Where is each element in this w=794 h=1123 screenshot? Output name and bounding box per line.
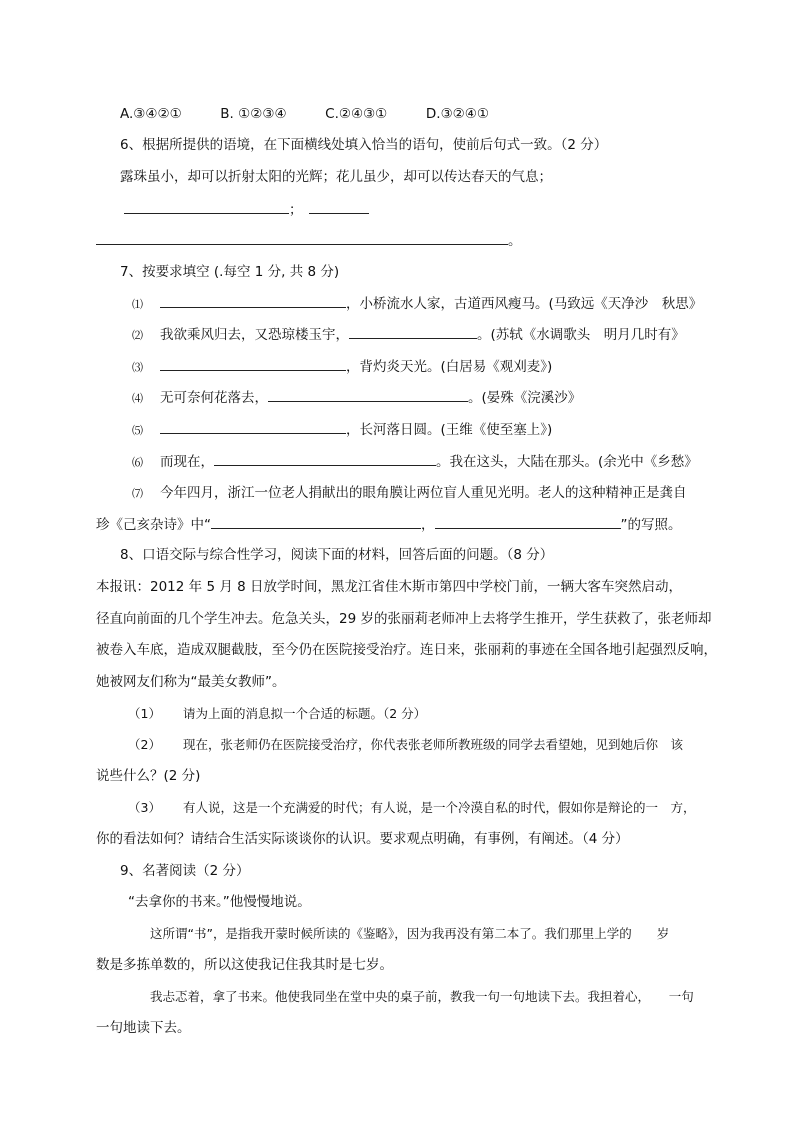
q7-item-1 [132,293,702,315]
q8-sub-3-cont: 你的看法如何？请结合生活实际谈谈你的认识。要求观点明确，有事例，有阐述。（4 分） [96,831,629,847]
q7-item-7-line-2 [96,514,682,535]
q6-title: 6、根据所提供的语境，在下面横线处填入恰当的语句，使前后句式一致。（2 分） [120,137,608,153]
q8-passage-line: 径直向前面的几个学生冲去。危急关头，29 岁的张丽莉老师冲上去将学生推开，学生获救了，张老师却 [96,611,712,627]
item-number: ⑸ [132,424,143,437]
item-text: 。(晏殊《浣溪沙》 [468,390,582,406]
item-text: 今年四月，浙江一位老人捐献出的眼角膜让两位盲人重见光明。老人的这种精神正是龚自 [160,485,687,501]
q7-item-3 [132,356,552,378]
q7-item-7 [132,483,687,504]
answer-blank[interactable] [349,324,477,339]
item-text: 。(苏轼《水调歌头 明月几时有》 [477,327,685,343]
option-c: C.②④③① [325,106,388,122]
sub-text: 有人说，这是一个充满爱的时代；有人说，是一个冷漠自私的时代，假如你是辩论的一 方， [182,800,696,815]
item-text: 而现在， [160,454,214,470]
q9-paragraph-2: 我忐忑着，拿了书来。他使我同坐在堂中央的桌子前，教我一句一句地读下去。我担着心， 一句 [150,989,694,1004]
item-number: ⑶ [132,361,143,374]
q8-title: 8、口语交际与综合性学习，阅读下面的材料，回答后面的问题。（8 分） [120,547,554,563]
item-text: 珍《己亥杂诗》中“ [96,517,211,533]
answer-blank[interactable] [211,514,421,529]
q9-paragraph-2-cont: 一句地读下去。 [96,1020,191,1036]
option-b: B. ①②③④ [220,106,287,122]
q8-sub-2 [128,735,683,755]
q9-title: 9、名著阅读（2 分） [120,863,250,879]
q6-answer-line-1 [124,199,369,220]
item-number: ⑷ [132,392,143,405]
option-d: D.③②④① [425,106,489,122]
item-text: 我欲乘风归去，又恐琼楼玉宇， [160,327,349,343]
q8-sub-2-cont: 说些什么？(2 分) [96,768,201,784]
sub-number: （3） [128,800,161,815]
item-number: ⑺ [132,487,143,500]
q7-item-2 [132,324,685,346]
sub-number: （2） [128,737,161,752]
q8-passage-line: 本报讯：2012 年 5 月 8 日放学时间，黑龙江省佳木斯市第四中学校门前，一辆大客车突然启动， [96,579,682,595]
answer-blank[interactable] [124,199,289,214]
answer-blank[interactable] [268,387,468,402]
comma: ， [421,517,435,533]
semicolon: ； [289,202,303,218]
item-number: ⑵ [132,329,143,342]
q8-passage-line: 被卷入车底，造成双腿截肢，至今仍在医院接受治疗。连日来，张丽莉的事迹在全国各地引起强烈反响， [96,642,717,658]
answer-blank[interactable] [160,293,346,308]
q6-answer-line-2 [96,230,522,251]
q9-paragraph-1-cont: 数是多拣单数的，所以这使我记住我其时是七岁。 [96,957,393,973]
answer-blank[interactable] [435,514,621,529]
q8-sub-1 [128,704,426,724]
item-number: ⑹ [132,456,143,469]
q8-passage-line: 她被网友们称为“最美女教师”。 [96,674,286,690]
answer-blank[interactable] [160,356,346,371]
item-text: ，长河落日圆。(王维《使至塞上》) [346,422,553,438]
item-text: ，背灼炎天光。(白居易《观刈麦》) [346,359,553,375]
item-text: ，小桥流水人家，古道西风瘦马。(马致远《天净沙 秋思》 [346,296,703,312]
answer-blank[interactable] [309,199,369,214]
item-text: 无可奈何花落去， [160,390,268,406]
item-number: ⑴ [132,298,143,311]
q7-item-5 [132,419,552,441]
q9-paragraph-1: 这所谓“书”，是指我开蒙时候所读的《鉴略》，因为我再没有第二本了。我们那里上学的 岁 [150,926,670,941]
sub-text: 现在，张老师仍在医院接受治疗，你代表张老师所教班级的同学去看望她，见到她后你 该 [182,737,683,752]
answer-blank[interactable] [96,230,508,245]
q5-options [120,104,489,124]
q8-sub-3 [128,798,695,818]
period: 。 [508,233,522,249]
q7-title: 7、按要求填空 (.每空 1 分, 共 8 分) [120,264,340,280]
answer-blank[interactable] [214,451,436,466]
q6-context: 露珠虽小，却可以折射太阳的光辉；花儿虽少，却可以传达春天的气息； [120,169,552,185]
item-text: 。我在这头，大陆在那头。(余光中《乡愁》 [436,454,698,470]
answer-blank[interactable] [160,419,346,434]
sub-number: （1） [128,706,161,721]
q7-item-6 [132,451,698,473]
q9-quote: “去拿你的书来。”他慢慢地说。 [128,894,311,910]
q7-item-4 [132,387,581,409]
item-text: ”的写照。 [620,517,682,533]
option-a: A.③④②① [120,106,182,122]
sub-text: 请为上面的消息拟一个合适的标题。（2 分） [182,706,427,721]
